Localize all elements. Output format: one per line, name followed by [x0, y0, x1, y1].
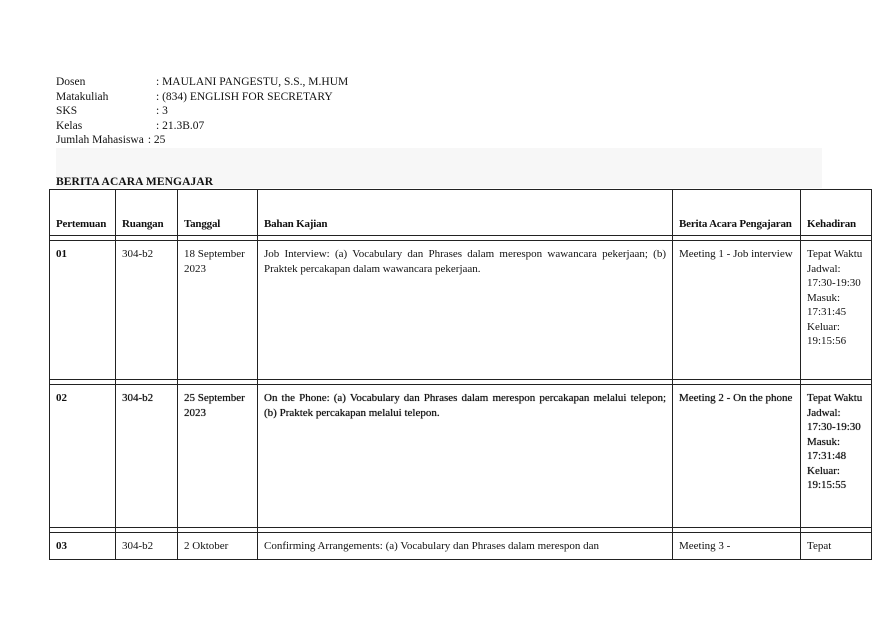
info-label: Matakuliah	[56, 90, 109, 103]
info-row-sks	[56, 104, 348, 119]
table-row	[50, 241, 872, 380]
header-berita-acara: Berita Acara Pengajaran	[673, 190, 801, 236]
cell-ruangan: 304-b2	[116, 241, 178, 380]
table-row	[50, 533, 872, 560]
cell-pertemuan: 02	[50, 385, 116, 528]
header-bahan-kajian: Bahan Kajian	[258, 190, 673, 236]
cell-tanggal: 25 September 2023	[178, 385, 258, 528]
cell-pertemuan: 01	[50, 241, 116, 380]
cell-berita-acara: Meeting 1 - Job interview	[673, 241, 801, 380]
cell-bahan-kajian: Confirming Arrangements: (a) Vocabulary dan Phrases dalam merespon dan	[258, 533, 673, 560]
teaching-log-table	[49, 189, 872, 560]
info-label: Jumlah Mahasiswa	[56, 134, 144, 146]
info-row-dosen	[56, 75, 348, 90]
cell-ruangan: 304-b2	[116, 533, 178, 560]
cell-ruangan: 304-b2	[116, 385, 178, 528]
header-ruangan: Ruangan	[116, 190, 178, 236]
cell-tanggal: 2 Oktober	[178, 533, 258, 560]
header-tanggal: Tanggal	[178, 190, 258, 236]
info-label: SKS	[56, 105, 78, 117]
header-kehadiran: Kehadiran	[801, 190, 872, 236]
cell-berita-acara: Meeting 2 - On the phone	[673, 385, 801, 528]
header-pertemuan: Pertemuan	[50, 190, 116, 236]
info-value: : (834) ENGLISH FOR SECRETARY	[156, 90, 333, 103]
info-value: : 25	[147, 134, 166, 146]
info-value: : MAULANI PANGESTU, S.S., M.HUM	[156, 76, 349, 88]
info-row-jumlah-mahasiswa	[56, 133, 348, 148]
table-row	[50, 385, 872, 528]
cell-bahan-kajian: On the Phone: (a) Vocabulary dan Phrases dalam merespon percakapan melalui telepon; (b) Praktek percakapan melalui telepon.	[258, 385, 673, 528]
info-value: : 3	[156, 105, 168, 117]
info-row-kelas	[56, 119, 348, 134]
cell-bahan-kajian: Job Interview: (a) Vocabulary dan Phrases dalam merespon wawancara pekerjaan; (b) Praktek percakapan dalam wawancara pekerjaan.	[258, 241, 673, 380]
section-title: BERITA ACARA MENGAJAR	[56, 176, 214, 188]
info-label: Dosen	[56, 76, 86, 88]
cell-tanggal: 18 September 2023	[178, 241, 258, 380]
course-info	[56, 75, 348, 148]
cell-kehadiran: Tepat Waktu Jadwal: 17:30-19:30 Masuk: 17:31:45 Keluar: 19:15:56	[801, 241, 872, 380]
cell-kehadiran: Tepat	[801, 533, 872, 560]
info-row-matakuliah	[56, 90, 348, 105]
info-value: : 21.3B.07	[156, 119, 205, 132]
cell-berita-acara: Meeting 3 -	[673, 533, 801, 560]
table-header-row	[50, 190, 872, 236]
cell-pertemuan: 03	[50, 533, 116, 560]
cell-kehadiran: Tepat Waktu Jadwal: 17:30-19:30 Masuk: 17:31:48 Keluar: 19:15:55	[801, 385, 872, 528]
info-label: Kelas	[56, 119, 83, 132]
